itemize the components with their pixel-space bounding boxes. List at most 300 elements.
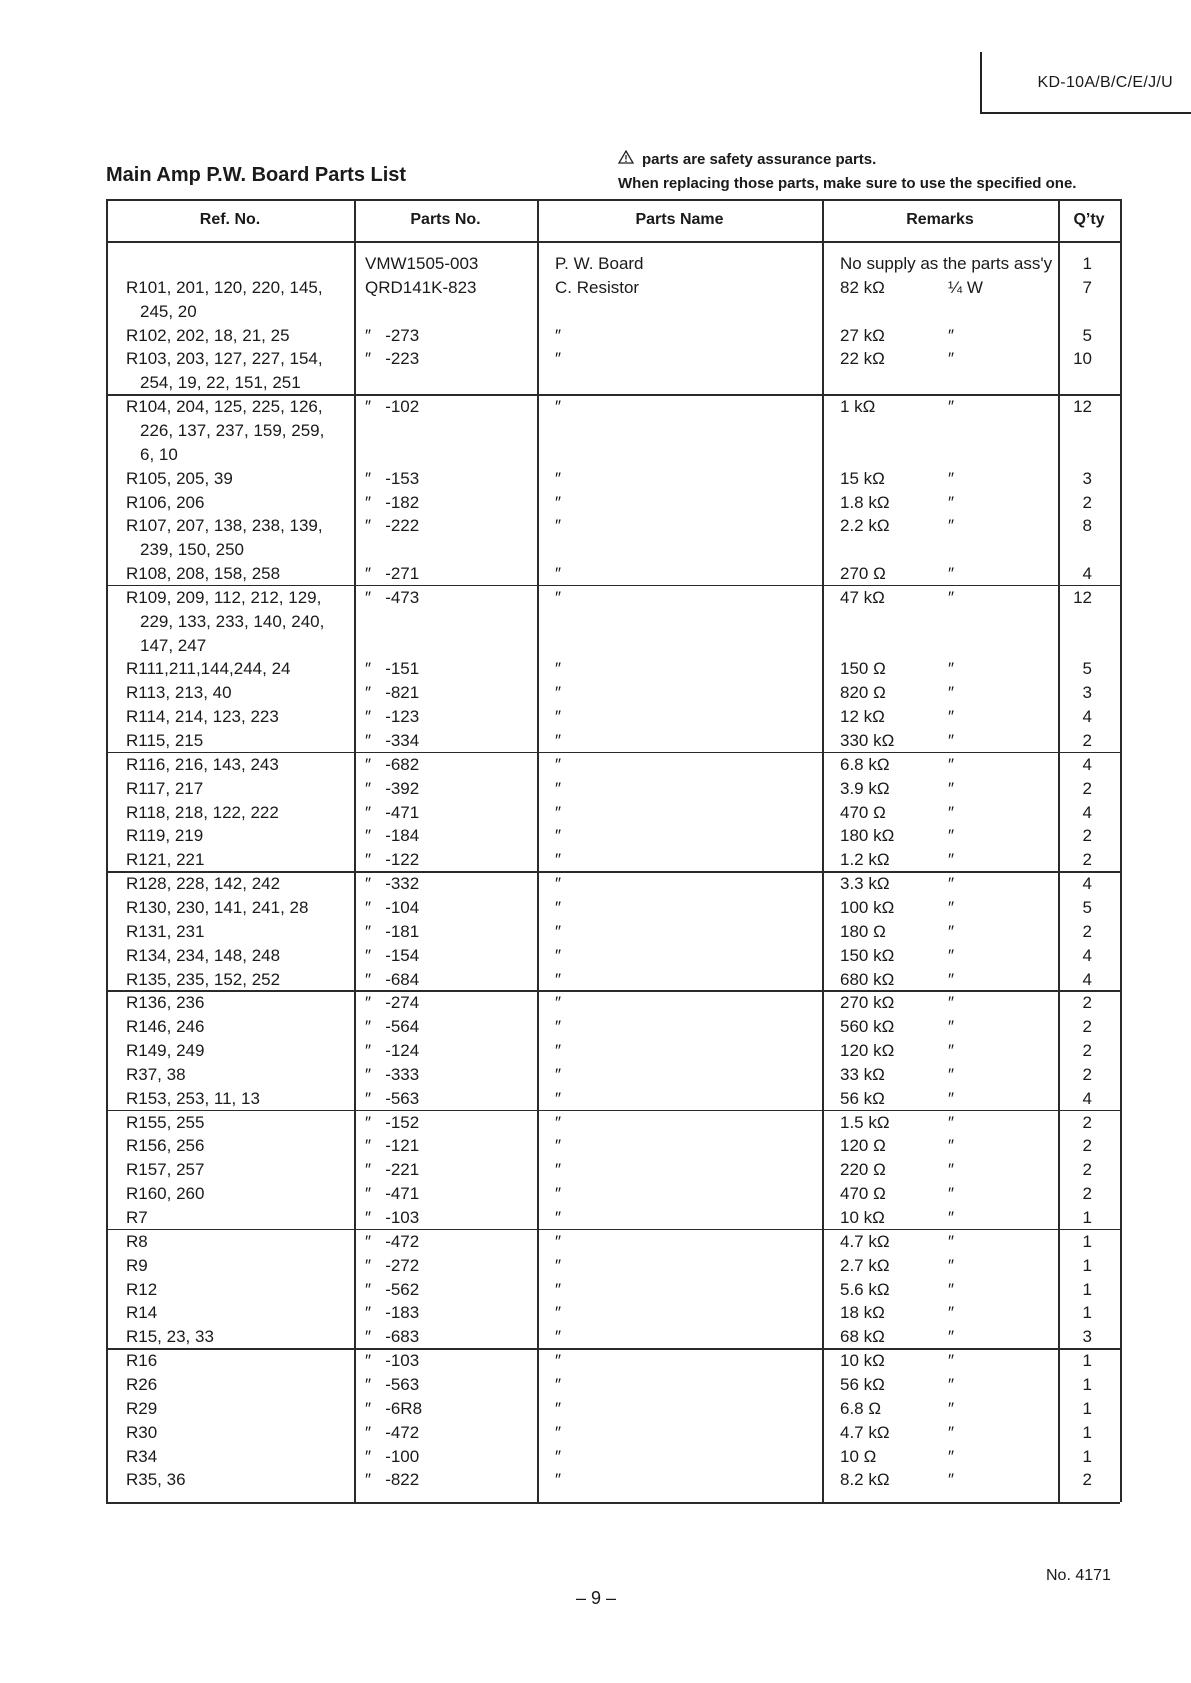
parts-no-cell: ″ -102 [365,397,420,417]
value-cell: 10 kΩ [840,1208,885,1227]
parts-name-cell: ″ [555,945,562,965]
value-cell: 6.8 kΩ [840,754,890,774]
value-cell: 27 kΩ [840,325,885,345]
wattage-cell: ″ [948,1255,955,1275]
safety-note [618,148,1076,196]
value-cell: 150 Ω [840,659,886,679]
value-cell: No supply as the parts ass'y [840,254,1053,273]
value-cell: 1 kΩ [840,397,876,417]
model-number: KD-10A/B/C/E/J/U [1037,74,1173,91]
ref-cell: 226, 137, 237, 159, 259, [140,420,325,440]
wattage-cell: ″ [948,1327,955,1347]
qty-cell: 2 [1082,1136,1092,1156]
ref-cell: R117, 217 [126,778,204,798]
group-divider [106,1110,1120,1112]
col-header-parts-name: Parts Name [635,211,724,228]
parts-name-cell: ″ [555,564,562,584]
ref-cell: R130, 230, 141, 241, 28 [126,897,309,917]
wattage-cell: ″ [948,564,955,584]
ref-cell: 229, 133, 233, 140, 240, [140,611,325,631]
ref-cell: R114, 214, 123, 223 [126,707,279,727]
value-cell: 1.5 kΩ [840,1112,890,1132]
value-cell: 150 kΩ [840,945,895,965]
qty-cell: 4 [1082,707,1092,727]
parts-no-cell: ″ -103 [365,1208,420,1227]
value-cell: 56 kΩ [840,1374,885,1394]
group-divider [106,752,1120,754]
parts-name-cell: ″ [555,1351,562,1371]
wattage-cell: ″ [948,1351,955,1371]
qty-cell: 3 [1082,1327,1092,1347]
parts-no-cell: ″ -822 [365,1470,420,1490]
value-cell: 180 Ω [840,921,886,941]
qty-cell: 1 [1082,1255,1092,1275]
parts-name-cell: ″ [555,397,562,417]
wattage-cell: ″ [948,1041,955,1061]
wattage-cell: ″ [948,587,955,607]
wattage-cell: ″ [948,397,955,417]
parts-name-cell: ″ [555,731,562,750]
parts-no-cell: ″ -271 [365,564,420,584]
qty-cell: 7 [1082,277,1092,297]
ref-cell: R37, 38 [126,1064,186,1084]
wattage-cell: ″ [948,1184,955,1204]
ref-cell: 254, 19, 22, 151, 251 [140,373,301,393]
ref-cell: R131, 231 [126,921,205,941]
wattage-cell: ″ [948,1422,955,1442]
qty-cell: 1 [1082,1279,1092,1299]
parts-name-cell: P. W. Board [555,254,644,273]
qty-cell: 4 [1082,945,1092,965]
wattage-cell: ″ [948,1279,955,1299]
ref-cell: R157, 257 [126,1160,205,1180]
ref-cell: R15, 23, 33 [126,1327,214,1347]
wattage-cell: ″ [948,349,955,369]
parts-no-cell: ″ -332 [365,874,420,894]
parts-no-cell: ″ -333 [365,1064,420,1084]
wattage-cell: ″ [948,897,955,917]
value-cell: 100 kΩ [840,897,895,917]
parts-no-cell: ″ -684 [365,969,420,989]
parts-no-cell: ″ -562 [365,1279,420,1299]
qty-cell: 2 [1082,492,1092,512]
group-divider [106,585,1120,587]
parts-name-cell: ″ [555,1064,562,1084]
ref-cell: R9 [126,1255,148,1275]
ref-cell: R16 [126,1351,158,1371]
group-divider [106,1348,1120,1350]
value-cell: 270 Ω [840,564,886,584]
parts-name-cell: ″ [555,1470,562,1490]
wattage-cell: ″ [948,826,955,846]
ref-cell: R119, 219 [126,826,204,846]
parts-name-cell: ″ [555,1112,562,1132]
qty-cell: 3 [1082,683,1092,703]
parts-no-cell: ″ -222 [365,516,420,536]
col-header-parts-no: Parts No. [410,211,481,228]
ref-cell: R146, 246 [126,1017,205,1037]
ref-cell: R12 [126,1279,158,1299]
ref-cell: R118, 218, 122, 222 [126,802,279,822]
qty-cell: 1 [1082,1303,1092,1323]
wattage-cell: ″ [948,731,955,750]
parts-no-cell: ″ -682 [365,754,420,774]
qty-cell: 1 [1082,1208,1092,1227]
warning-triangle-icon [618,148,634,172]
parts-no-cell: ″ -563 [365,1374,420,1394]
ref-cell: R121, 221 [126,850,205,870]
qty-cell: 2 [1082,921,1092,941]
ref-cell: R128, 228, 142, 242 [126,874,281,894]
wattage-cell: ″ [948,1088,955,1108]
group-divider [106,990,1120,992]
qty-cell: 10 [1073,349,1092,369]
wattage-cell: ″ [948,1017,955,1037]
qty-cell: 4 [1082,969,1092,989]
ref-cell: R8 [126,1231,148,1251]
ref-cell: 245, 20 [140,301,197,321]
wattage-cell: ″ [948,1064,955,1084]
parts-no-cell: ″ -471 [365,802,420,822]
ref-cell: R26 [126,1374,158,1394]
wattage-cell: ″ [948,921,955,941]
parts-name-cell: ″ [555,921,562,941]
ref-cell: R115, 215 [126,731,204,750]
ref-cell: 6, 10 [140,444,178,464]
ref-cell: R111,211,144,244, 24 [126,659,291,679]
qty-cell: 4 [1082,1088,1092,1108]
ref-cell: R109, 209, 112, 212, 129, [126,587,322,607]
qty-cell: 2 [1082,1470,1092,1490]
value-cell: 22 kΩ [840,349,885,369]
value-cell: 5.6 kΩ [840,1279,890,1299]
parts-name-cell: ″ [555,1208,562,1227]
parts-no-cell: QRD141K-823 [365,277,477,297]
parts-no-cell: ″ -473 [365,587,420,607]
parts-name-cell: ″ [555,1017,562,1037]
page-number: – 9 – [576,1588,617,1608]
parts-no-cell: ″ -471 [365,1184,420,1204]
wattage-cell: ″ [948,1231,955,1251]
parts-name-cell: ″ [555,1279,562,1299]
value-cell: 18 kΩ [840,1303,885,1323]
parts-no-cell: ″ -274 [365,993,420,1013]
ref-cell: R7 [126,1208,148,1227]
qty-cell: 12 [1073,397,1092,417]
parts-no-cell: ″ -153 [365,468,420,488]
wattage-cell: ″ [948,1398,955,1418]
qty-cell: 4 [1082,754,1092,774]
wattage-cell: ″ [948,874,955,894]
ref-cell: R116, 216, 143, 243 [126,754,279,774]
value-cell: 820 Ω [840,683,886,703]
wattage-cell: ″ [948,754,955,774]
wattage-cell: ″ [948,1112,955,1132]
ref-cell: R104, 204, 125, 225, 126, [126,397,323,417]
value-cell: 220 Ω [840,1160,886,1180]
ref-cell: R34 [126,1446,158,1466]
parts-name-cell: ″ [555,1446,562,1466]
qty-cell: 4 [1082,802,1092,822]
value-cell: 56 kΩ [840,1088,885,1108]
parts-no-cell: ″ -124 [365,1041,420,1061]
parts-no-cell: ″ -472 [365,1231,420,1251]
parts-name-cell: ″ [555,1160,562,1180]
parts-no-cell: ″ -564 [365,1017,420,1037]
ref-cell: R136, 236 [126,993,205,1013]
header-divider [106,241,1120,243]
ref-cell: R113, 213, 40 [126,683,232,703]
parts-name-cell: ″ [555,468,562,488]
qty-cell: 2 [1082,778,1092,798]
value-cell: 4.7 kΩ [840,1231,890,1251]
wattage-cell: ″ [948,1136,955,1156]
wattage-cell: ″ [948,707,955,727]
value-cell: 8.2 kΩ [840,1470,890,1490]
wattage-cell: ″ [948,659,955,679]
value-cell: 15 kΩ [840,468,885,488]
wattage-cell: ″ [948,516,955,536]
wattage-cell: ″ [948,778,955,798]
qty-cell: 1 [1082,1398,1092,1418]
value-cell: 2.2 kΩ [840,516,890,536]
wattage-cell: ″ [948,468,955,488]
qty-cell: 1 [1082,1351,1092,1371]
qty-cell: 2 [1082,1184,1092,1204]
parts-name-cell: ″ [555,1088,562,1108]
qty-cell: 4 [1082,874,1092,894]
parts-name-cell: ″ [555,850,562,870]
parts-no-cell: ″ -104 [365,897,420,917]
parts-name-cell: ″ [555,707,562,727]
qty-cell: 3 [1082,468,1092,488]
page-title: Main Amp P.W. Board Parts List [106,164,407,186]
value-cell: 47 kΩ [840,587,885,607]
value-cell: 68 kΩ [840,1327,885,1347]
parts-name-cell: ″ [555,1136,562,1156]
wattage-cell: ″ [948,1303,955,1323]
parts-no-cell: ″ -821 [365,683,420,703]
value-cell: 180 kΩ [840,826,895,846]
parts-no-cell: ″ -223 [365,349,420,369]
qty-cell: 1 [1082,1374,1092,1394]
ref-cell: R153, 253, 11, 13 [126,1088,260,1108]
value-cell: 33 kΩ [840,1064,885,1084]
value-cell: 3.9 kΩ [840,778,890,798]
safety-line-2: When replacing those parts, make sure to use the specified one. [618,175,1077,192]
wattage-cell: ″ [948,945,955,965]
group-divider [106,1229,1120,1231]
qty-cell: 5 [1082,325,1092,345]
qty-cell: 12 [1073,587,1092,607]
value-cell: 470 Ω [840,802,886,822]
wattage-cell: ″ [948,325,955,345]
parts-no-cell: ″ -152 [365,1112,420,1132]
parts-no-cell: ″ -181 [365,921,420,941]
parts-name-cell: ″ [555,778,562,798]
value-cell: 10 Ω [840,1446,877,1466]
value-cell: 470 Ω [840,1184,886,1204]
parts-no-cell: ″ -121 [365,1136,420,1156]
parts-name-cell: ″ [555,1184,562,1204]
col-header-qty: Q’ty [1073,211,1105,228]
ref-cell: R102, 202, 18, 21, 25 [126,325,290,345]
parts-name-cell: ″ [555,516,562,536]
parts-no-cell: ″ -184 [365,826,420,846]
parts-no-cell: ″ -103 [365,1351,420,1371]
wattage-cell: ″ [948,993,955,1013]
wattage-cell: ″ [948,1208,955,1227]
ref-cell: R101, 201, 120, 220, 145, [126,277,323,297]
qty-cell: 2 [1082,1064,1092,1084]
qty-cell: 2 [1082,731,1092,750]
ref-cell: R160, 260 [126,1184,205,1204]
parts-name-cell: ″ [555,1255,562,1275]
wattage-cell: ″ [948,802,955,822]
model-box [980,52,1191,114]
parts-no-cell: ″ -6R8 [365,1398,423,1418]
parts-name-cell: ″ [555,659,562,679]
ref-cell: R135, 235, 152, 252 [126,969,281,989]
ref-cell: R103, 203, 127, 227, 154, [126,349,323,369]
wattage-cell: ″ [948,1446,955,1466]
parts-name-cell: ″ [555,1398,562,1418]
group-divider [106,394,1120,396]
parts-no-cell: ″ -273 [365,325,420,345]
wattage-cell: ″ [948,1470,955,1490]
parts-no-cell: ″ -100 [365,1446,420,1466]
parts-name-cell: ″ [555,802,562,822]
parts-no-cell: ″ -563 [365,1088,420,1108]
value-cell: 270 kΩ [840,993,895,1013]
parts-no-cell: ″ -151 [365,659,420,679]
value-cell: 6.8 Ω [840,1398,882,1418]
value-cell: 330 kΩ [840,731,895,750]
column-divider [1120,199,1122,1502]
qty-cell: 5 [1082,897,1092,917]
value-cell: 2.7 kΩ [840,1255,890,1275]
parts-no-cell: ″ -122 [365,850,420,870]
value-cell: 12 kΩ [840,707,885,727]
qty-cell: 2 [1082,826,1092,846]
parts-no-cell: ″ -334 [365,731,420,750]
qty-cell: 1 [1082,1422,1092,1442]
value-cell: 120 kΩ [840,1041,895,1061]
value-cell: 3.3 kΩ [840,874,890,894]
value-cell: 120 Ω [840,1136,886,1156]
value-cell: 560 kΩ [840,1017,895,1037]
ref-cell: 239, 150, 250 [140,540,244,560]
wattage-cell: ¼ W [948,277,983,297]
parts-no-cell: ″ -182 [365,492,420,512]
qty-cell: 2 [1082,1112,1092,1132]
parts-name-cell: C. Resistor [555,277,640,297]
group-divider [106,871,1120,873]
table-top-border [106,199,1120,201]
parts-name-cell: ″ [555,1374,562,1394]
ref-cell: 147, 247 [140,635,207,655]
value-cell: 1.8 kΩ [840,492,890,512]
qty-cell: 2 [1082,1041,1092,1061]
parts-name-cell: ″ [555,1041,562,1061]
ref-cell: R156, 256 [126,1136,205,1156]
qty-cell: 5 [1082,659,1092,679]
parts-no-cell: ″ -272 [365,1255,420,1275]
parts-no-cell: ″ -683 [365,1327,420,1347]
parts-name-cell: ″ [555,1327,562,1347]
parts-name-cell: ″ [555,826,562,846]
ref-cell: R29 [126,1398,158,1418]
wattage-cell: ″ [948,492,955,512]
value-cell: 1.2 kΩ [840,850,890,870]
parts-no-cell: ″ -392 [365,778,420,798]
ref-cell: R14 [126,1303,158,1323]
qty-cell: 2 [1082,1160,1092,1180]
ref-cell: R106, 206 [126,492,205,512]
ref-cell: R107, 207, 138, 238, 139, [126,516,323,536]
wattage-cell: ″ [948,1374,955,1394]
value-cell: 4.7 kΩ [840,1422,890,1442]
parts-no-cell: ″ -472 [365,1422,420,1442]
parts-name-cell: ″ [555,993,562,1013]
wattage-cell: ″ [948,850,955,870]
wattage-cell: ″ [948,1160,955,1180]
parts-name-cell: ″ [555,1422,562,1442]
qty-cell: 2 [1082,993,1092,1013]
ref-cell: R35, 36 [126,1470,186,1490]
qty-cell: 2 [1082,850,1092,870]
table-bottom-border [106,1502,1120,1504]
qty-cell: 8 [1082,516,1092,536]
qty-cell: 2 [1082,1017,1092,1037]
wattage-cell: ″ [948,969,955,989]
ref-cell: R30 [126,1422,158,1442]
document-number: No. 4171 [1046,1567,1111,1584]
parts-no-cell: ″ -183 [365,1303,420,1323]
parts-name-cell: ″ [555,969,562,989]
ref-cell: R134, 234, 148, 248 [126,945,281,965]
qty-cell: 1 [1082,1446,1092,1466]
col-header-ref: Ref. No. [199,211,261,228]
parts-name-cell: ″ [555,492,562,512]
parts-name-cell: ″ [555,325,562,345]
parts-no-cell: ″ -221 [365,1160,420,1180]
safety-line-1: parts are safety assurance parts. [642,151,877,168]
parts-name-cell: ″ [555,897,562,917]
parts-name-cell: ″ [555,683,562,703]
parts-name-cell: ″ [555,587,562,607]
parts-name-cell: ″ [555,349,562,369]
ref-cell: R149, 249 [126,1041,205,1061]
value-cell: 82 kΩ [840,277,885,297]
ref-cell: R105, 205, 39 [126,468,233,488]
parts-no-cell: ″ -123 [365,707,420,727]
parts-name-cell: ″ [555,754,562,774]
col-header-remarks: Remarks [906,211,974,228]
parts-name-cell: ″ [555,1231,562,1251]
parts-name-cell: ″ [555,874,562,894]
value-cell: 680 kΩ [840,969,895,989]
value-cell: 10 kΩ [840,1351,885,1371]
qty-cell: 1 [1082,254,1092,273]
parts-no-cell: ″ -154 [365,945,420,965]
ref-cell: R155, 255 [126,1112,205,1132]
ref-cell: R108, 208, 158, 258 [126,564,281,584]
qty-cell: 1 [1082,1231,1092,1251]
wattage-cell: ″ [948,683,955,703]
parts-no-cell: VMW1505-003 [365,254,479,273]
parts-name-cell: ″ [555,1303,562,1323]
